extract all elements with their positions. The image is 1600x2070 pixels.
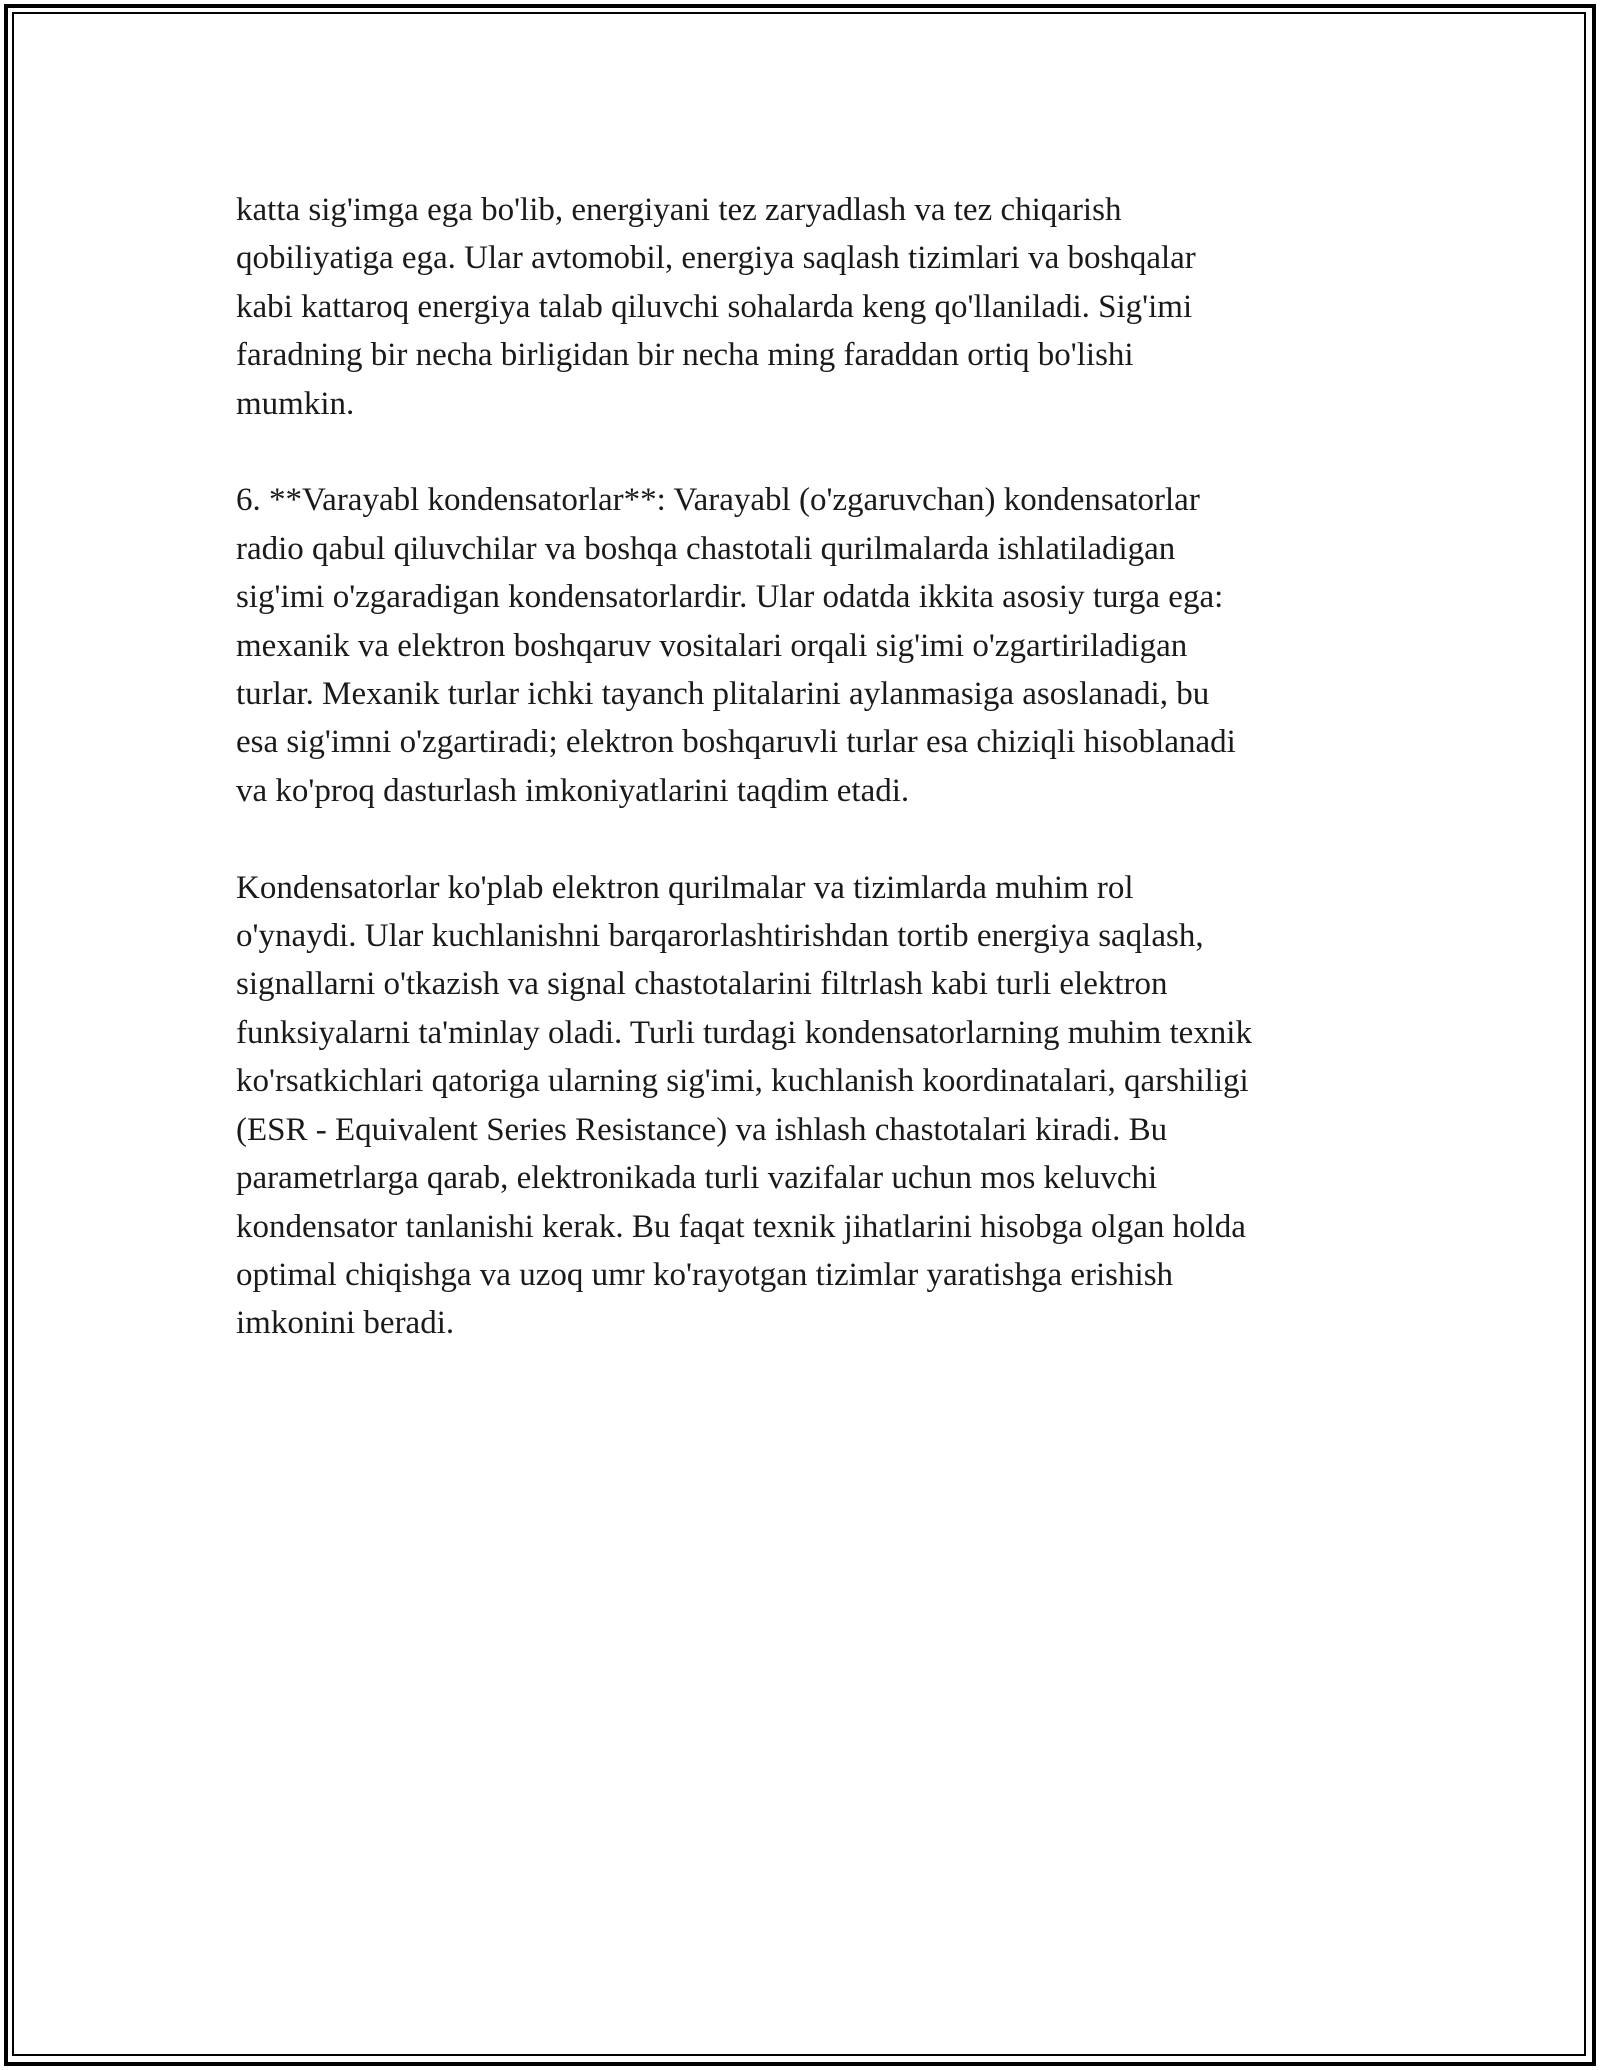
text-line: katta sig'imga ega bo'lib, energiyani tez zaryadlash va tez chiqarish [236, 192, 1122, 228]
document-body [236, 186, 1376, 1396]
text-line: o'ynaydi. Ular kuchlanishni barqarorlashtirishdan tortib energiya saqlash, [236, 918, 1204, 955]
text-line: kondensator tanlanishi kerak. Bu faqat texnik jihatlarini hisobga olgan holda [236, 1208, 1246, 1245]
text-line: (ESR - Equivalent Series Resistance) va ishlash chastotalari kiradi. Bu [236, 1111, 1168, 1148]
text-line: funksiyalarni ta'minlay oladi. Turli turdagi kondensatorlarning muhim texnik [236, 1014, 1252, 1051]
text-line: signallarni o'tkazish va signal chastotalarini filtrlash kabi turli elektron [236, 966, 1168, 1003]
text-line: ko'rsatkichlari qatoriga ularning sig'imi, kuchlanish koordinatalari, qarshiligi [236, 1063, 1249, 1100]
text-line: parametrlarga qarab, elektronikada turli vazifalar uchun mos keluvchi [236, 1160, 1158, 1197]
text-line: esa sig'imni o'zgartiradi; elektron boshqaruvli turlar esa chiziqli hisoblanadi [236, 724, 1236, 761]
text-line: Kondensatorlar ko'plab elektron qurilmalar va tizimlarda muhim rol [236, 869, 1134, 906]
paragraph-supercapacitors [236, 186, 1376, 428]
text-line: mexanik va elektron boshqaruv vositalari orqali sig'imi o'zgartiriladigan [236, 627, 1188, 664]
text-line: optimal chiqishga va uzoq umr ko'rayotgan tizimlar yaratishga erishish [236, 1256, 1174, 1293]
text-line: mumkin. [236, 385, 355, 422]
text-line: 6. **Varayabl kondensatorlar**: Varayabl (o'zgaruvchan) kondensatorlar [236, 482, 1200, 519]
text-line: radio qabul qiluvchilar va boshqa chastotali qurilmalarda ishlatiladigan [236, 530, 1176, 567]
text-line: imkonini beradi. [236, 1305, 455, 1342]
paragraph-variable-capacitors [236, 476, 1376, 815]
text-line: faradning bir necha birligidan bir necha ming faraddan ortiq bo'lishi [236, 337, 1134, 374]
text-line: qobiliyatiga ega. Ular avtomobil, energiya saqlash tizimlari va boshqalar [236, 240, 1196, 277]
text-line: kabi kattaroq energiya talab qiluvchi sohalarda keng qo'llaniladi. Sig'imi [236, 288, 1193, 325]
paragraph-conclusion [236, 864, 1376, 1348]
text-line: sig'imi o'zgaradigan kondensatorlardir. Ular odatda ikkita asosiy turga ega: [236, 579, 1224, 616]
text-line: va ko'proq dasturlash imkoniyatlarini taqdim etadi. [236, 772, 910, 809]
text-line: turlar. Mexanik turlar ichki tayanch plitalarini aylanmasiga asoslanadi, bu [236, 676, 1210, 713]
